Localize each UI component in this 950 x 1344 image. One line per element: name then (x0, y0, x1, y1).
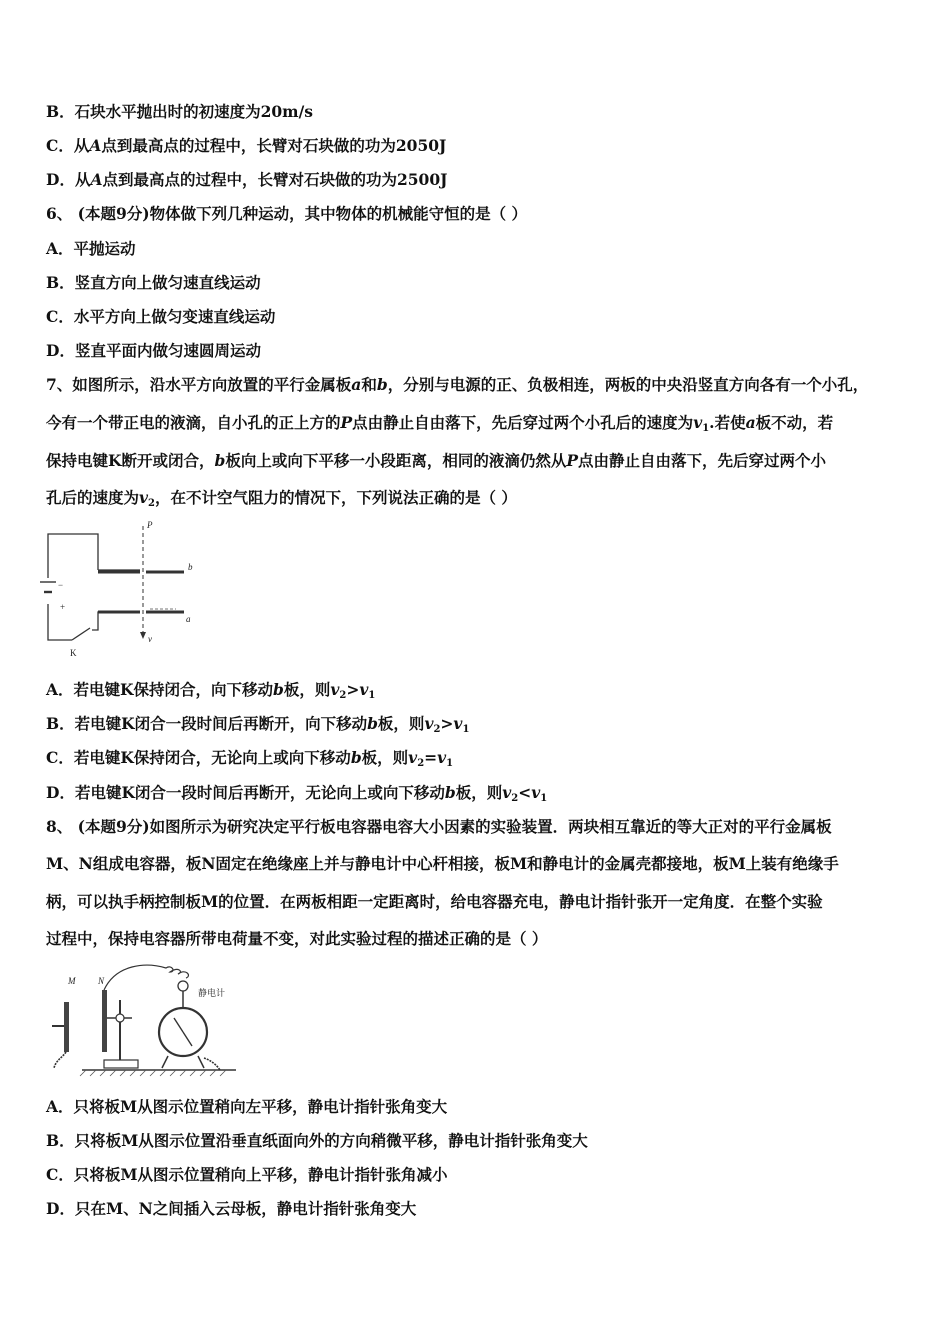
q7-circuit-figure (40, 518, 200, 660)
q7-stem-line2: 今有一个带正电的液滴，自小孔的正上方的P点由静止自由落下，先后穿过两个小孔后的速度为$v_1$.若使a板不动，若 (46, 413, 834, 434)
q7-label-v: v (148, 634, 152, 644)
q8-plate-m (64, 1002, 69, 1052)
q6-option-d: D．竖直平面内做匀速圆周运动 (46, 341, 261, 360)
q8-meter-legs (162, 1056, 204, 1068)
q6-stem: 6、 (本题9分)物体做下列几种运动，其中物体的机械能守恒的是（ ） (46, 204, 528, 223)
q8-label-m: M (68, 976, 76, 986)
q8-connecting-wire (104, 965, 188, 990)
q8-meter-ball (178, 981, 188, 991)
q5-option-b: B．石块水平抛出时的初速度为20m/s (46, 102, 313, 121)
q7-label-plus: + (60, 602, 66, 612)
q8-stem-line3: 柄，可以执手柄控制板M的位置．在两板相距一定距离时，给电容器充电，静电计指针张开一定角度．在整个实验 (46, 892, 823, 911)
q7-label-minus: − (58, 580, 64, 590)
q7-label-b: b (188, 562, 193, 572)
q7-switch-k (72, 628, 90, 640)
q7-option-b: B．若电键K闭合一段时间后再断开，向下移动b板，则$v_2>v_1$ (46, 714, 470, 735)
q7-label-a: a (186, 614, 191, 624)
q7-option-c: C．若电键K保持闭合，无论向上或向下移动b板，则$v_2=v_1$ (46, 748, 454, 769)
q8-plate-n (102, 990, 107, 1052)
q8-stand-knob (116, 1014, 124, 1022)
q7-option-a: A．若电键K保持闭合，向下移动b板，则$v_2>v_1$ (46, 680, 376, 701)
q8-ground-wire-m (54, 1052, 66, 1068)
q8-option-c: C．只将板M从图示位置稍向上平移，静电计指针张角减小 (46, 1165, 448, 1184)
q5-option-d: D．从A点到最高点的过程中，长臂对石块做的功为2500J (46, 170, 448, 189)
q8-electrometer-figure (46, 960, 246, 1078)
q6-option-b: B．竖直方向上做匀速直线运动 (46, 273, 261, 292)
q8-label-n: N (98, 976, 105, 986)
q7-stem-line4: 孔后的速度为$v_2$，在不计空气阻力的情况下，下列说法正确的是（ ） (46, 488, 517, 509)
q7-stem-line3: 保持电键K断开或闭合，b板向上或向下平移一小段距离，相同的液滴仍然从P点由静止自由落下，先后穿过两个小 (46, 451, 827, 470)
q6-option-a: A．平抛运动 (46, 239, 136, 258)
q8-stem-line2: M、N组成电容器，板N固定在绝缘座上并与静电计中心杆相接，板M和静电计的金属壳都接地，板M上装有绝缘手 (46, 854, 839, 873)
q8-stem-line4: 过程中，保持电容器所带电荷量不变，对此实验过程的描述正确的是（ ） (46, 929, 548, 948)
q7-label-k: K (70, 648, 77, 658)
q6-option-c: C．水平方向上做匀变速直线运动 (46, 307, 276, 326)
q7-drop-arrow (140, 632, 146, 639)
q8-option-a: A．只将板M从图示位置稍向左平移，静电计指针张角变大 (46, 1097, 448, 1116)
q5-option-c: C．从A点到最高点的过程中，长臂对石块做的功为2050J (46, 136, 447, 155)
q8-option-b: B．只将板M从图示位置沿垂直纸面向外的方向稍微平移，静电计指针张角变大 (46, 1131, 588, 1150)
q7-option-d: D．若电键K闭合一段时间后再断开，无论向上或向下移动b板，则$v_2<v_1$ (46, 783, 548, 804)
q7-label-p: P (147, 520, 153, 530)
q8-stand-base (104, 1060, 138, 1068)
q8-option-d: D．只在M、N之间插入云母板，静电计指针张角变大 (46, 1199, 417, 1218)
q8-label-meter: 静电计 (198, 988, 226, 998)
q8-ground-wire-meter (204, 1058, 220, 1070)
q8-stem-line1: 8、 (本题9分)如图所示为研究决定平行板电容器电容大小因素的实验装置．两块相互靠近的等大正对的平行金属板 (46, 817, 832, 836)
q7-stem-line1: 7、如图所示，沿水平方向放置的平行金属板a和b，分别与电源的正、负极相连，两板的中央沿竖直方向各有一个小孔， (46, 375, 869, 394)
